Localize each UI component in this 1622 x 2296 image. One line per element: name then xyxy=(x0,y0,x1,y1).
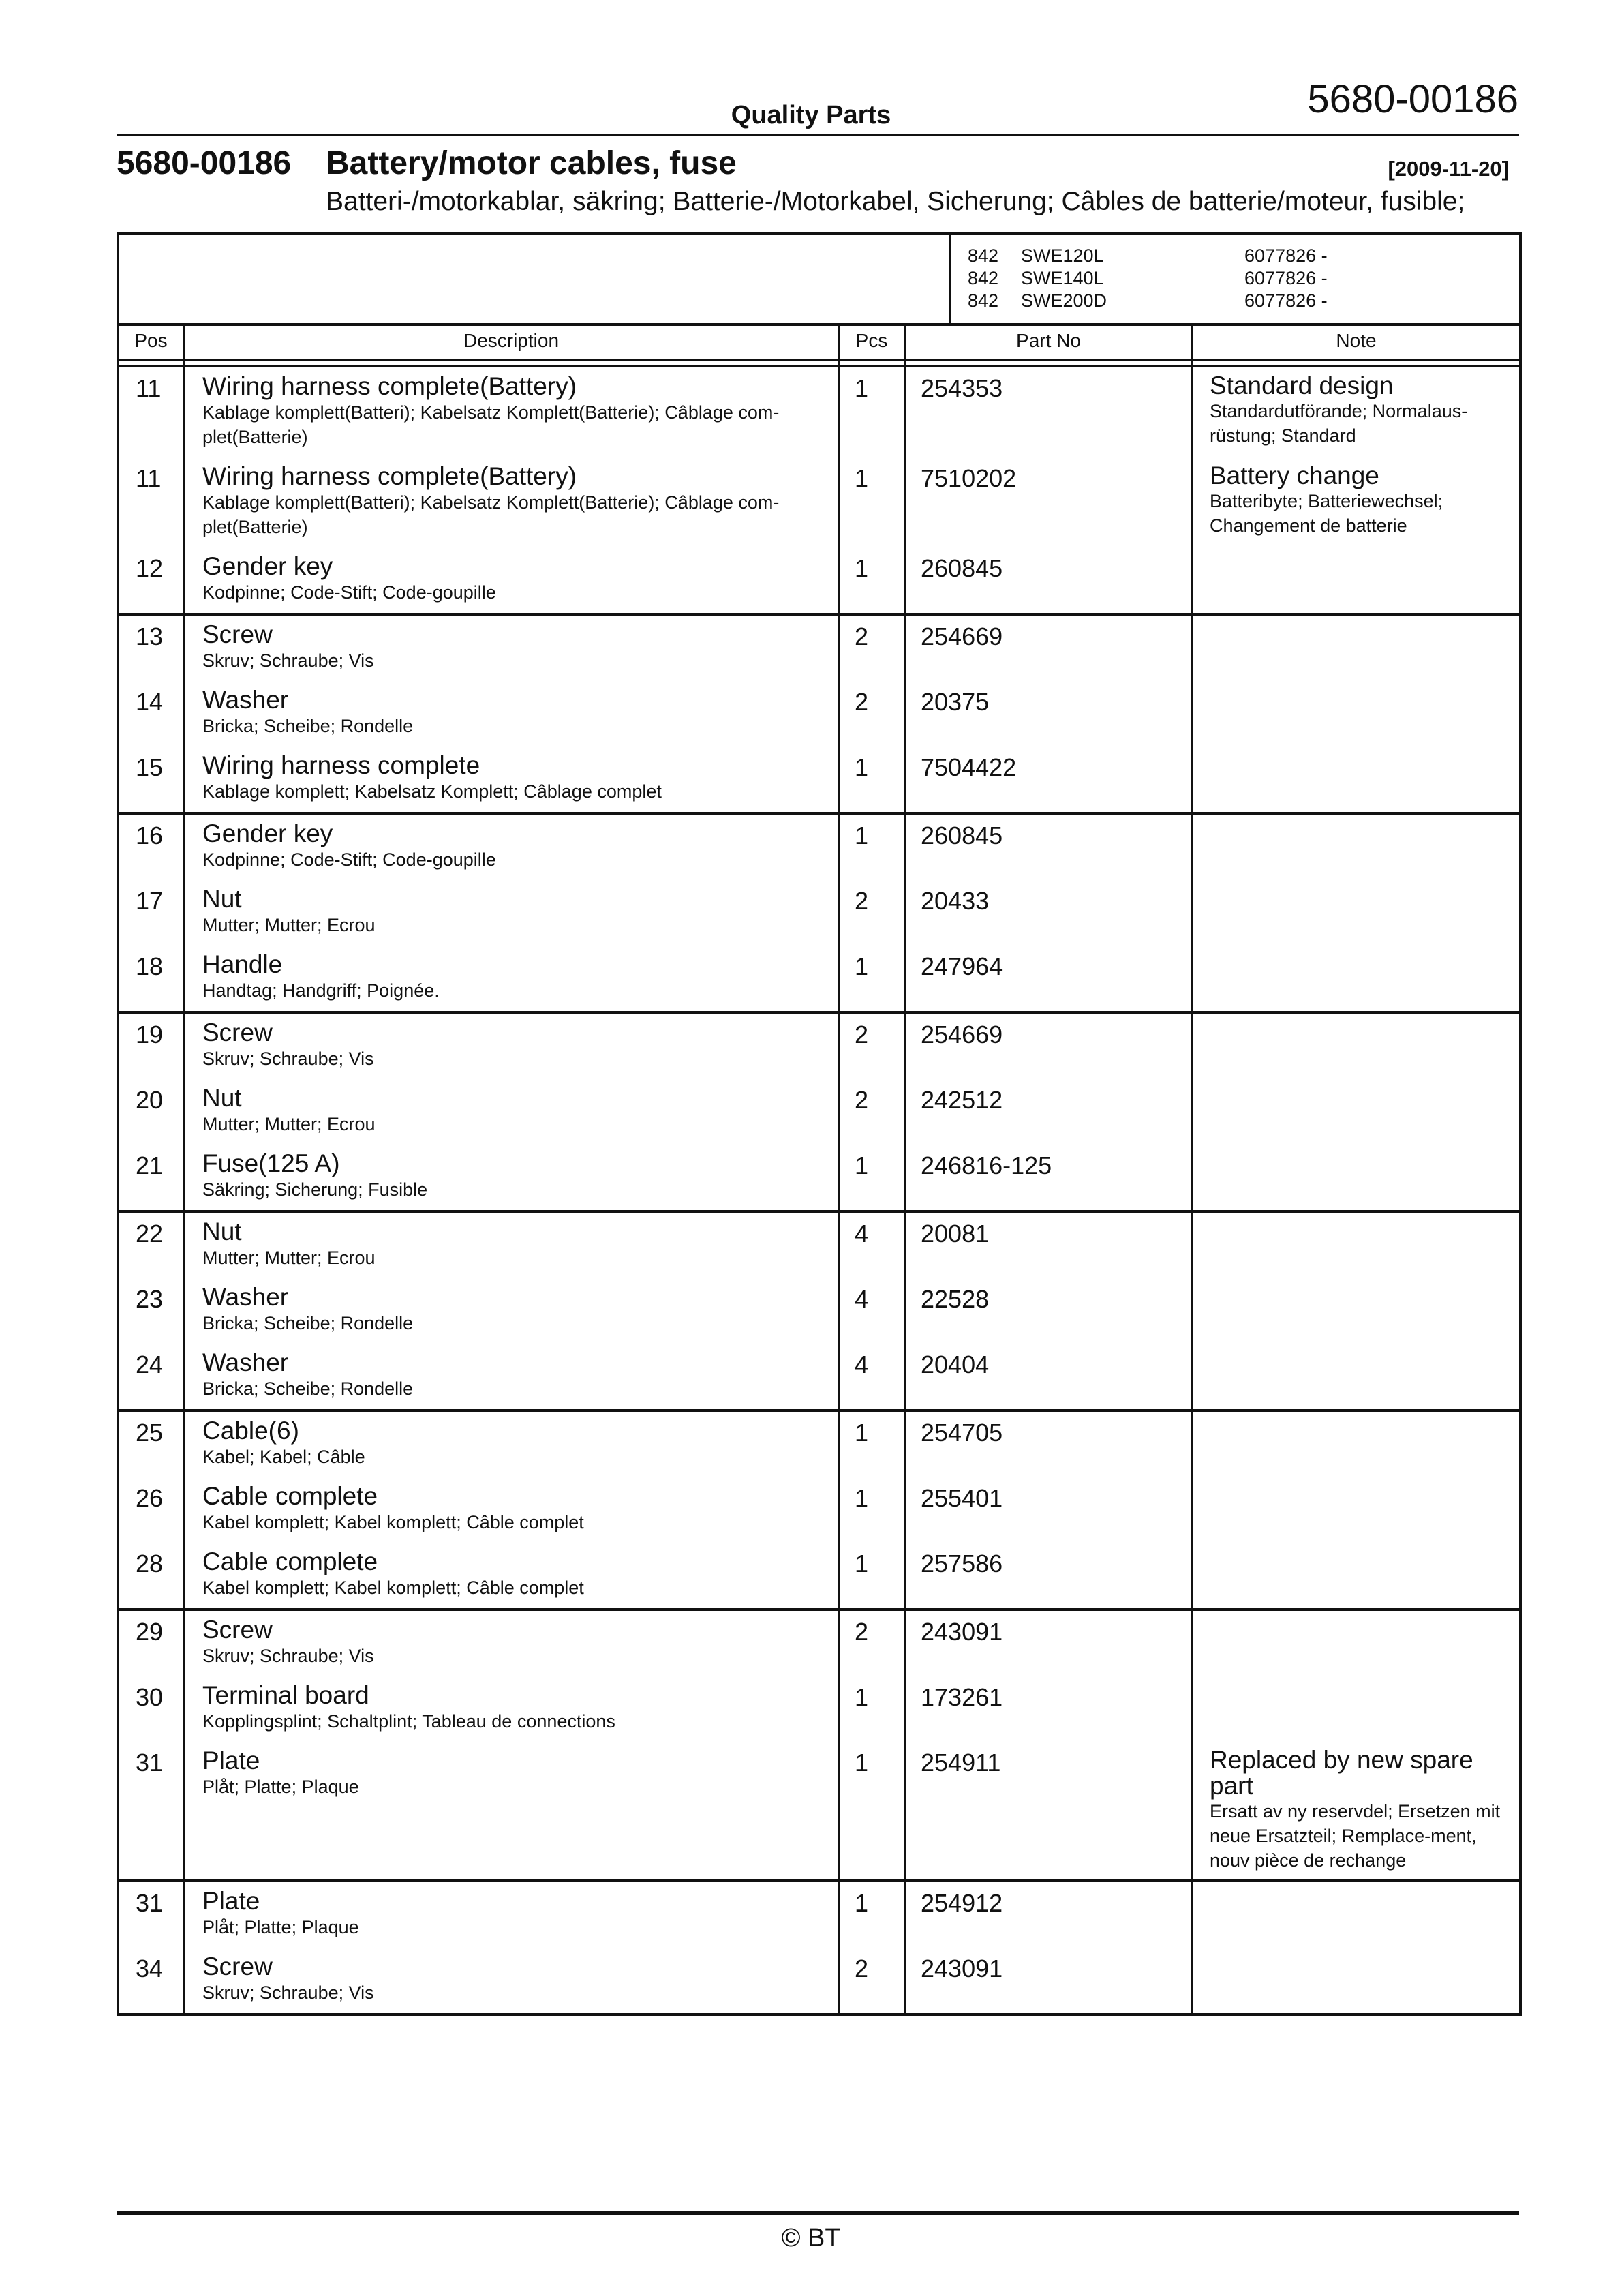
note-cell xyxy=(1193,746,1519,812)
pcs-cell: 1 xyxy=(840,1477,906,1543)
note-cell xyxy=(1193,880,1519,946)
part-no-cell: 254912 xyxy=(906,1882,1193,1948)
model-serial: 6077826 - xyxy=(1244,268,1328,288)
note-cell xyxy=(1193,815,1519,880)
table-row xyxy=(119,1412,1519,1477)
pcs-cell: 2 xyxy=(840,1079,906,1145)
description-text: Wiring harness complete(Battery) xyxy=(202,462,577,490)
description-translations: Plåt; Platte; Plaque xyxy=(202,1917,359,1937)
description-cell xyxy=(185,1412,840,1477)
description-translations: Säkring; Sicherung; Fusible xyxy=(202,1179,428,1200)
model-line xyxy=(968,245,1328,267)
document-number: 5680-00186 xyxy=(1307,77,1518,121)
part-no-cell: 20404 xyxy=(906,1344,1193,1409)
pos-cell: 15 xyxy=(119,746,185,812)
note-cell xyxy=(1193,1742,1519,1879)
part-no-cell: 20433 xyxy=(906,880,1193,946)
description-cell xyxy=(185,1344,840,1409)
note-cell xyxy=(1193,1145,1519,1210)
pcs-cell: 4 xyxy=(840,1278,906,1344)
table-row xyxy=(119,1344,1519,1409)
note-cell xyxy=(1193,457,1519,547)
model-line xyxy=(968,290,1328,312)
description-translations: Kodpinne; Code-Stift; Code-goupille xyxy=(202,849,496,870)
description-translations: Kopplingsplint; Schaltplint; Tableau de connections xyxy=(202,1711,615,1732)
table-body xyxy=(119,367,1519,2013)
description-translations: Bricka; Scheibe; Rondelle xyxy=(202,1313,414,1333)
description-translations: Mutter; Mutter; Ecrou xyxy=(202,915,376,935)
pos-cell: 13 xyxy=(119,616,185,681)
table-header-double-rule xyxy=(119,361,1519,367)
pos-cell: 30 xyxy=(119,1676,185,1742)
pos-cell: 11 xyxy=(119,457,185,547)
pcs-cell: 1 xyxy=(840,367,906,457)
pcs-cell: 2 xyxy=(840,1948,906,2013)
pos-cell: 24 xyxy=(119,1344,185,1409)
part-no-cell: 255401 xyxy=(906,1477,1193,1543)
description-text: Cable(6) xyxy=(202,1417,299,1445)
model-name: SWE120L xyxy=(1021,245,1104,266)
table-row xyxy=(119,1145,1519,1210)
table-row xyxy=(119,1278,1519,1344)
pos-cell: 19 xyxy=(119,1014,185,1079)
pcs-cell: 2 xyxy=(840,616,906,681)
note-cell xyxy=(1193,1014,1519,1079)
pos-cell: 28 xyxy=(119,1543,185,1608)
part-no-cell: 254705 xyxy=(906,1412,1193,1477)
pcs-cell: 1 xyxy=(840,1412,906,1477)
row-group xyxy=(119,1412,1519,1611)
pos-cell: 16 xyxy=(119,815,185,880)
pcs-cell: 2 xyxy=(840,1611,906,1676)
note-cell xyxy=(1193,1477,1519,1543)
table-row xyxy=(119,457,1519,547)
description-text: Screw xyxy=(202,1952,273,1980)
part-no-cell: 260845 xyxy=(906,547,1193,613)
part-no-cell: 7504422 xyxy=(906,746,1193,812)
header-divider xyxy=(117,134,1519,136)
pos-cell: 31 xyxy=(119,1882,185,1948)
part-no-cell: 247964 xyxy=(906,946,1193,1011)
footer-divider xyxy=(117,2211,1519,2215)
pcs-cell: 1 xyxy=(840,1543,906,1608)
description-cell xyxy=(185,1948,840,2013)
note-cell xyxy=(1193,1412,1519,1477)
description-cell xyxy=(185,367,840,457)
note-translations: Ersatt av ny reservdel; Ersetzen mit neue Ersatzteil; Remplace-ment, nouv pièce de rechange xyxy=(1210,1801,1501,1871)
table-row xyxy=(119,367,1519,457)
table-row xyxy=(119,1477,1519,1543)
description-cell xyxy=(185,547,840,613)
part-no-cell: 257586 xyxy=(906,1543,1193,1608)
description-translations: Handtag; Handgriff; Poignée. xyxy=(202,980,440,1001)
description-text: Nut xyxy=(202,1084,242,1112)
description-cell xyxy=(185,1676,840,1742)
model-code: 842 xyxy=(968,245,999,266)
part-no-cell: 20081 xyxy=(906,1213,1193,1278)
note-translations: Batteribyte; Batteriewechsel; Changement de batterie xyxy=(1210,491,1443,536)
note-cell xyxy=(1193,616,1519,681)
pos-cell: 29 xyxy=(119,1611,185,1676)
table-row xyxy=(119,547,1519,613)
description-text: Fuse(125 A) xyxy=(202,1149,340,1177)
part-no-cell: 22528 xyxy=(906,1278,1193,1344)
note-cell xyxy=(1193,1676,1519,1742)
pcs-cell: 2 xyxy=(840,1014,906,1079)
note-cell xyxy=(1193,1882,1519,1948)
part-no-cell: 246816-125 xyxy=(906,1145,1193,1210)
column-header-pos: Pos xyxy=(119,323,185,359)
row-group xyxy=(119,1882,1519,2013)
part-no-cell: 243091 xyxy=(906,1611,1193,1676)
description-cell xyxy=(185,457,840,547)
model-serial: 6077826 - xyxy=(1244,290,1328,311)
section-date: [2009-11-20] xyxy=(1388,157,1509,181)
pcs-cell: 1 xyxy=(840,946,906,1011)
description-cell xyxy=(185,616,840,681)
model-code: 842 xyxy=(968,268,999,288)
description-cell xyxy=(185,946,840,1011)
part-no-cell: 254669 xyxy=(906,616,1193,681)
model-name: SWE140L xyxy=(1021,268,1104,288)
description-text: Plate xyxy=(202,1887,260,1915)
note-cell xyxy=(1193,1611,1519,1676)
row-group xyxy=(119,1213,1519,1412)
description-translations: Skruv; Schraube; Vis xyxy=(202,650,374,671)
description-translations: Skruv; Schraube; Vis xyxy=(202,1646,374,1666)
description-translations: Plåt; Platte; Plaque xyxy=(202,1777,359,1797)
part-no-cell: 260845 xyxy=(906,815,1193,880)
note-text: Standard design xyxy=(1210,372,1394,399)
description-cell xyxy=(185,1145,840,1210)
description-text: Plate xyxy=(202,1747,260,1774)
description-text: Nut xyxy=(202,1218,242,1245)
description-translations: Bricka; Scheibe; Rondelle xyxy=(202,1378,414,1399)
description-text: Washer xyxy=(202,686,289,714)
pos-cell: 34 xyxy=(119,1948,185,2013)
pcs-cell: 1 xyxy=(840,746,906,812)
description-text: Washer xyxy=(202,1283,289,1311)
note-text: Replaced by new spare part xyxy=(1210,1746,1473,1800)
part-no-cell: 243091 xyxy=(906,1948,1193,2013)
section-number: 5680-00186 xyxy=(117,145,292,181)
description-translations: Bricka; Scheibe; Rondelle xyxy=(202,716,414,736)
description-cell xyxy=(185,1213,840,1278)
description-cell xyxy=(185,1882,840,1948)
note-cell xyxy=(1193,1344,1519,1409)
footer-copyright: © BT xyxy=(781,2224,841,2252)
pos-cell: 23 xyxy=(119,1278,185,1344)
part-no-cell: 7510202 xyxy=(906,457,1193,547)
note-text: Battery change xyxy=(1210,462,1379,489)
description-translations: Kabel komplett; Kabel komplett; Câble complet xyxy=(202,1512,584,1532)
table-row xyxy=(119,1948,1519,2013)
note-cell xyxy=(1193,547,1519,613)
description-text: Cable complete xyxy=(202,1547,378,1575)
description-text: Terminal board xyxy=(202,1681,369,1709)
pos-cell: 17 xyxy=(119,880,185,946)
description-cell xyxy=(185,1014,840,1079)
description-text: Wiring harness complete xyxy=(202,751,480,779)
pos-cell: 21 xyxy=(119,1145,185,1210)
pcs-cell: 2 xyxy=(840,681,906,746)
description-cell xyxy=(185,815,840,880)
description-text: Screw xyxy=(202,620,273,648)
part-no-cell: 254669 xyxy=(906,1014,1193,1079)
part-no-cell: 242512 xyxy=(906,1079,1193,1145)
model-box-divider xyxy=(949,235,951,323)
pcs-cell: 1 xyxy=(840,1882,906,1948)
row-group xyxy=(119,367,1519,616)
table-row xyxy=(119,1676,1519,1742)
pcs-cell: 2 xyxy=(840,880,906,946)
table-row xyxy=(119,1543,1519,1608)
description-cell xyxy=(185,880,840,946)
pos-cell: 26 xyxy=(119,1477,185,1543)
parts-table xyxy=(117,323,1522,2016)
description-text: Gender key xyxy=(202,819,333,847)
description-translations: Skruv; Schraube; Vis xyxy=(202,1982,374,2003)
table-row xyxy=(119,1742,1519,1879)
model-code: 842 xyxy=(968,290,999,311)
column-header-description: Description xyxy=(185,323,840,359)
description-translations: Kabel; Kabel; Câble xyxy=(202,1447,365,1467)
pcs-cell: 1 xyxy=(840,815,906,880)
description-text: Gender key xyxy=(202,552,333,580)
description-translations: Kodpinne; Code-Stift; Code-goupille xyxy=(202,582,496,603)
note-cell xyxy=(1193,681,1519,746)
table-row xyxy=(119,880,1519,946)
description-text: Screw xyxy=(202,1616,273,1644)
header-title: Quality Parts xyxy=(731,101,891,130)
note-cell xyxy=(1193,1278,1519,1344)
part-no-cell: 173261 xyxy=(906,1676,1193,1742)
description-cell xyxy=(185,746,840,812)
description-cell xyxy=(185,1278,840,1344)
table-row xyxy=(119,616,1519,681)
description-cell xyxy=(185,1477,840,1543)
column-header-note: Note xyxy=(1336,330,1377,351)
note-cell xyxy=(1193,946,1519,1011)
description-translations: Kablage komplett; Kabelsatz Komplett; Câblage complet xyxy=(202,781,662,802)
description-translations: Kablage komplett(Batteri); Kabelsatz Komplett(Batterie); Câblage com-plet(Batterie) xyxy=(202,492,780,537)
pos-cell: 31 xyxy=(119,1742,185,1879)
description-translations: Kabel komplett; Kabel komplett; Câble complet xyxy=(202,1577,584,1598)
pcs-cell: 4 xyxy=(840,1213,906,1278)
description-cell xyxy=(185,1079,840,1145)
table-row xyxy=(119,946,1519,1011)
row-group xyxy=(119,1014,1519,1213)
description-text: Handle xyxy=(202,950,283,978)
note-cell xyxy=(1193,1948,1519,2013)
model-serial: 6077826 - xyxy=(1244,245,1328,266)
note-cell xyxy=(1193,367,1519,457)
table-row xyxy=(119,1213,1519,1278)
column-header-part-no: Part No xyxy=(906,323,1193,359)
pcs-cell: 1 xyxy=(840,457,906,547)
description-cell xyxy=(185,681,840,746)
description-text: Cable complete xyxy=(202,1482,378,1510)
description-translations: Kablage komplett(Batteri); Kabelsatz Komplett(Batterie); Câblage com-plet(Batterie) xyxy=(202,402,780,447)
table-row xyxy=(119,1882,1519,1948)
table-row xyxy=(119,1014,1519,1079)
part-no-cell: 254353 xyxy=(906,367,1193,457)
section-subtitle: Batteri-/motorkablar, säkring; Batterie-/Motorkabel, Sicherung; Câbles de batterie/moteur, fusible; xyxy=(326,187,1465,216)
section-title: Battery/motor cables, fuse xyxy=(326,145,737,181)
table-row xyxy=(119,746,1519,812)
description-cell xyxy=(185,1742,840,1879)
row-group xyxy=(119,1611,1519,1882)
description-translations: Mutter; Mutter; Ecrou xyxy=(202,1114,376,1134)
pcs-cell: 1 xyxy=(840,1742,906,1879)
pcs-cell: 1 xyxy=(840,547,906,613)
note-cell xyxy=(1193,1079,1519,1145)
description-cell xyxy=(185,1543,840,1608)
description-text: Nut xyxy=(202,885,242,913)
pos-cell: 25 xyxy=(119,1412,185,1477)
pos-cell: 12 xyxy=(119,547,185,613)
description-cell xyxy=(185,1611,840,1676)
pos-cell: 22 xyxy=(119,1213,185,1278)
table-row xyxy=(119,681,1519,746)
table-row xyxy=(119,815,1519,880)
model-applicability-box xyxy=(117,232,1522,326)
note-cell xyxy=(1193,1213,1519,1278)
column-header-pcs: Pcs xyxy=(840,323,906,359)
pcs-cell: 1 xyxy=(840,1676,906,1742)
pos-cell: 18 xyxy=(119,946,185,1011)
part-no-cell: 254911 xyxy=(906,1742,1193,1879)
row-group xyxy=(119,815,1519,1014)
table-row xyxy=(119,1079,1519,1145)
pos-cell: 14 xyxy=(119,681,185,746)
pcs-cell: 4 xyxy=(840,1344,906,1409)
note-cell xyxy=(1193,1543,1519,1608)
description-translations: Mutter; Mutter; Ecrou xyxy=(202,1248,376,1268)
description-text: Wiring harness complete(Battery) xyxy=(202,372,577,400)
model-name: SWE200D xyxy=(1021,290,1107,311)
note-translations: Standardutförande; Normalaus-rüstung; Standard xyxy=(1210,401,1468,446)
pos-cell: 20 xyxy=(119,1079,185,1145)
pos-cell: 11 xyxy=(119,367,185,457)
description-text: Screw xyxy=(202,1018,273,1046)
table-row xyxy=(119,1611,1519,1676)
description-text: Washer xyxy=(202,1348,289,1376)
pcs-cell: 1 xyxy=(840,1145,906,1210)
description-translations: Skruv; Schraube; Vis xyxy=(202,1048,374,1069)
table-header xyxy=(119,323,1519,361)
model-line xyxy=(968,268,1328,289)
part-no-cell: 20375 xyxy=(906,681,1193,746)
row-group xyxy=(119,616,1519,815)
